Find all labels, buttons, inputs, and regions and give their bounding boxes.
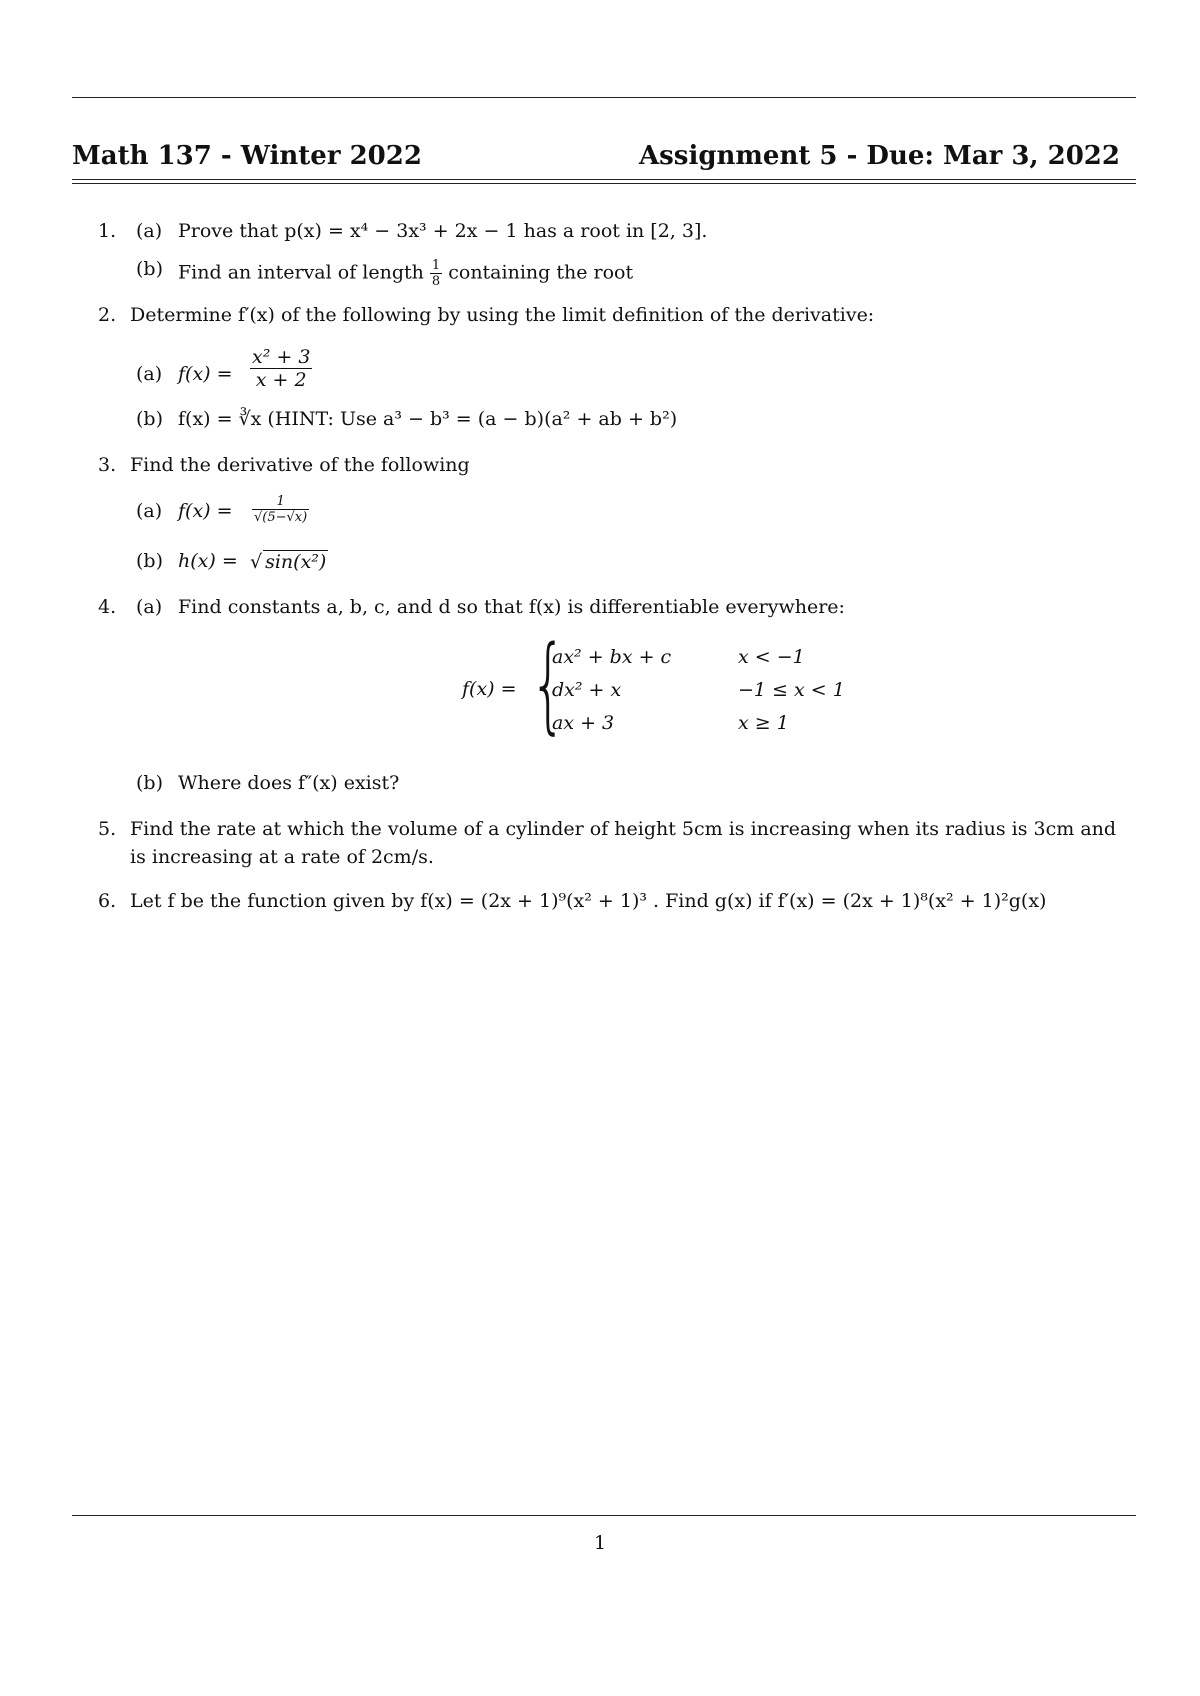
piece-expr: dx² + x	[552, 679, 622, 701]
radical	[250, 550, 328, 573]
part-label: (b)	[136, 408, 163, 430]
page-number: 1	[593, 1532, 607, 1554]
question-1a-text: Prove that p(x) = x⁴ − 3x³ + 2x − 1 has a root in [2, 3].	[178, 220, 708, 242]
footer-rule	[72, 1515, 1136, 1516]
top-rule	[72, 97, 1136, 98]
piecewise-lhs: f(x) =	[462, 678, 517, 700]
part-label: (b)	[136, 772, 163, 794]
part-label: (b)	[136, 550, 163, 572]
question-2b-text: f(x) = ∛x (HINT: Use a³ − b³ = (a − b)(a² + ab + b²)	[178, 408, 678, 430]
piecewise-function	[440, 623, 860, 750]
question-number: 6.	[98, 890, 117, 912]
fraction	[250, 346, 312, 391]
question-5-text: Find the rate at which the volume of a cylinder of height 5cm is increasing when its radius is 3cm and is increasing at a rate of 2cm/s.	[130, 818, 1117, 868]
fraction-numerator: 1	[276, 494, 285, 509]
function-lhs: h(x) =	[178, 550, 238, 572]
fraction	[430, 258, 442, 289]
header-rule-2	[72, 183, 1136, 184]
part-label: (a)	[136, 220, 163, 242]
header-rule-1	[72, 179, 1136, 180]
piece-expr: ax + 3	[552, 712, 615, 734]
question-number: 5.	[98, 818, 117, 840]
question-2-text: Determine f′(x) of the following by using the limit definition of the derivative:	[130, 304, 875, 326]
page-header	[72, 141, 1136, 181]
part-label: (a)	[136, 363, 163, 385]
question-4a-text: Find constants a, b, c, and d so that f(x) is differentiable everywhere:	[178, 596, 845, 618]
function-lhs: f(x) =	[178, 500, 233, 522]
question-3-text: Find the derivative of the following	[130, 454, 470, 476]
fraction-numerator: 1	[431, 258, 441, 273]
question-number: 3.	[98, 454, 117, 476]
function-lhs: f(x) =	[178, 363, 233, 385]
question-4b-text: Where does f″(x) exist?	[178, 772, 400, 794]
question-number: 4.	[98, 596, 117, 618]
left-brace-icon: {	[530, 623, 567, 745]
part-label: (a)	[136, 596, 163, 618]
part-label: (a)	[136, 500, 163, 522]
assignment-title: Assignment 5 - Due: Mar 3, 2022	[639, 141, 1120, 171]
fraction-denominator: x + 2	[250, 368, 312, 391]
fraction-numerator: x² + 3	[252, 346, 311, 368]
question-1b-text-2: containing the root	[448, 261, 634, 284]
radicand: sin(x²)	[265, 551, 327, 573]
piece-condition: x ≥ 1	[738, 712, 789, 734]
question-1b-text-1: Find an interval of length	[178, 261, 424, 284]
sqrt-icon: √	[250, 551, 263, 573]
fraction-denominator: 8	[431, 274, 441, 289]
question-number: 2.	[98, 304, 117, 326]
part-label: (b)	[136, 258, 163, 280]
question-6-text: Let f be the function given by f(x) = (2x + 1)⁹(x² + 1)³ . Find g(x) if f′(x) = (2x + 1)⁸(x² + 1)²g(x)	[130, 890, 1047, 912]
piece-condition: −1 ≤ x < 1	[738, 679, 845, 701]
question-number: 1.	[98, 220, 117, 242]
fraction-denominator: √(5−√x)	[254, 510, 308, 525]
fraction	[252, 494, 309, 525]
course-title: Math 137 - Winter 2022	[72, 141, 422, 171]
piece-condition: x < −1	[738, 646, 805, 668]
piece-expr: ax² + bx + c	[552, 646, 672, 668]
